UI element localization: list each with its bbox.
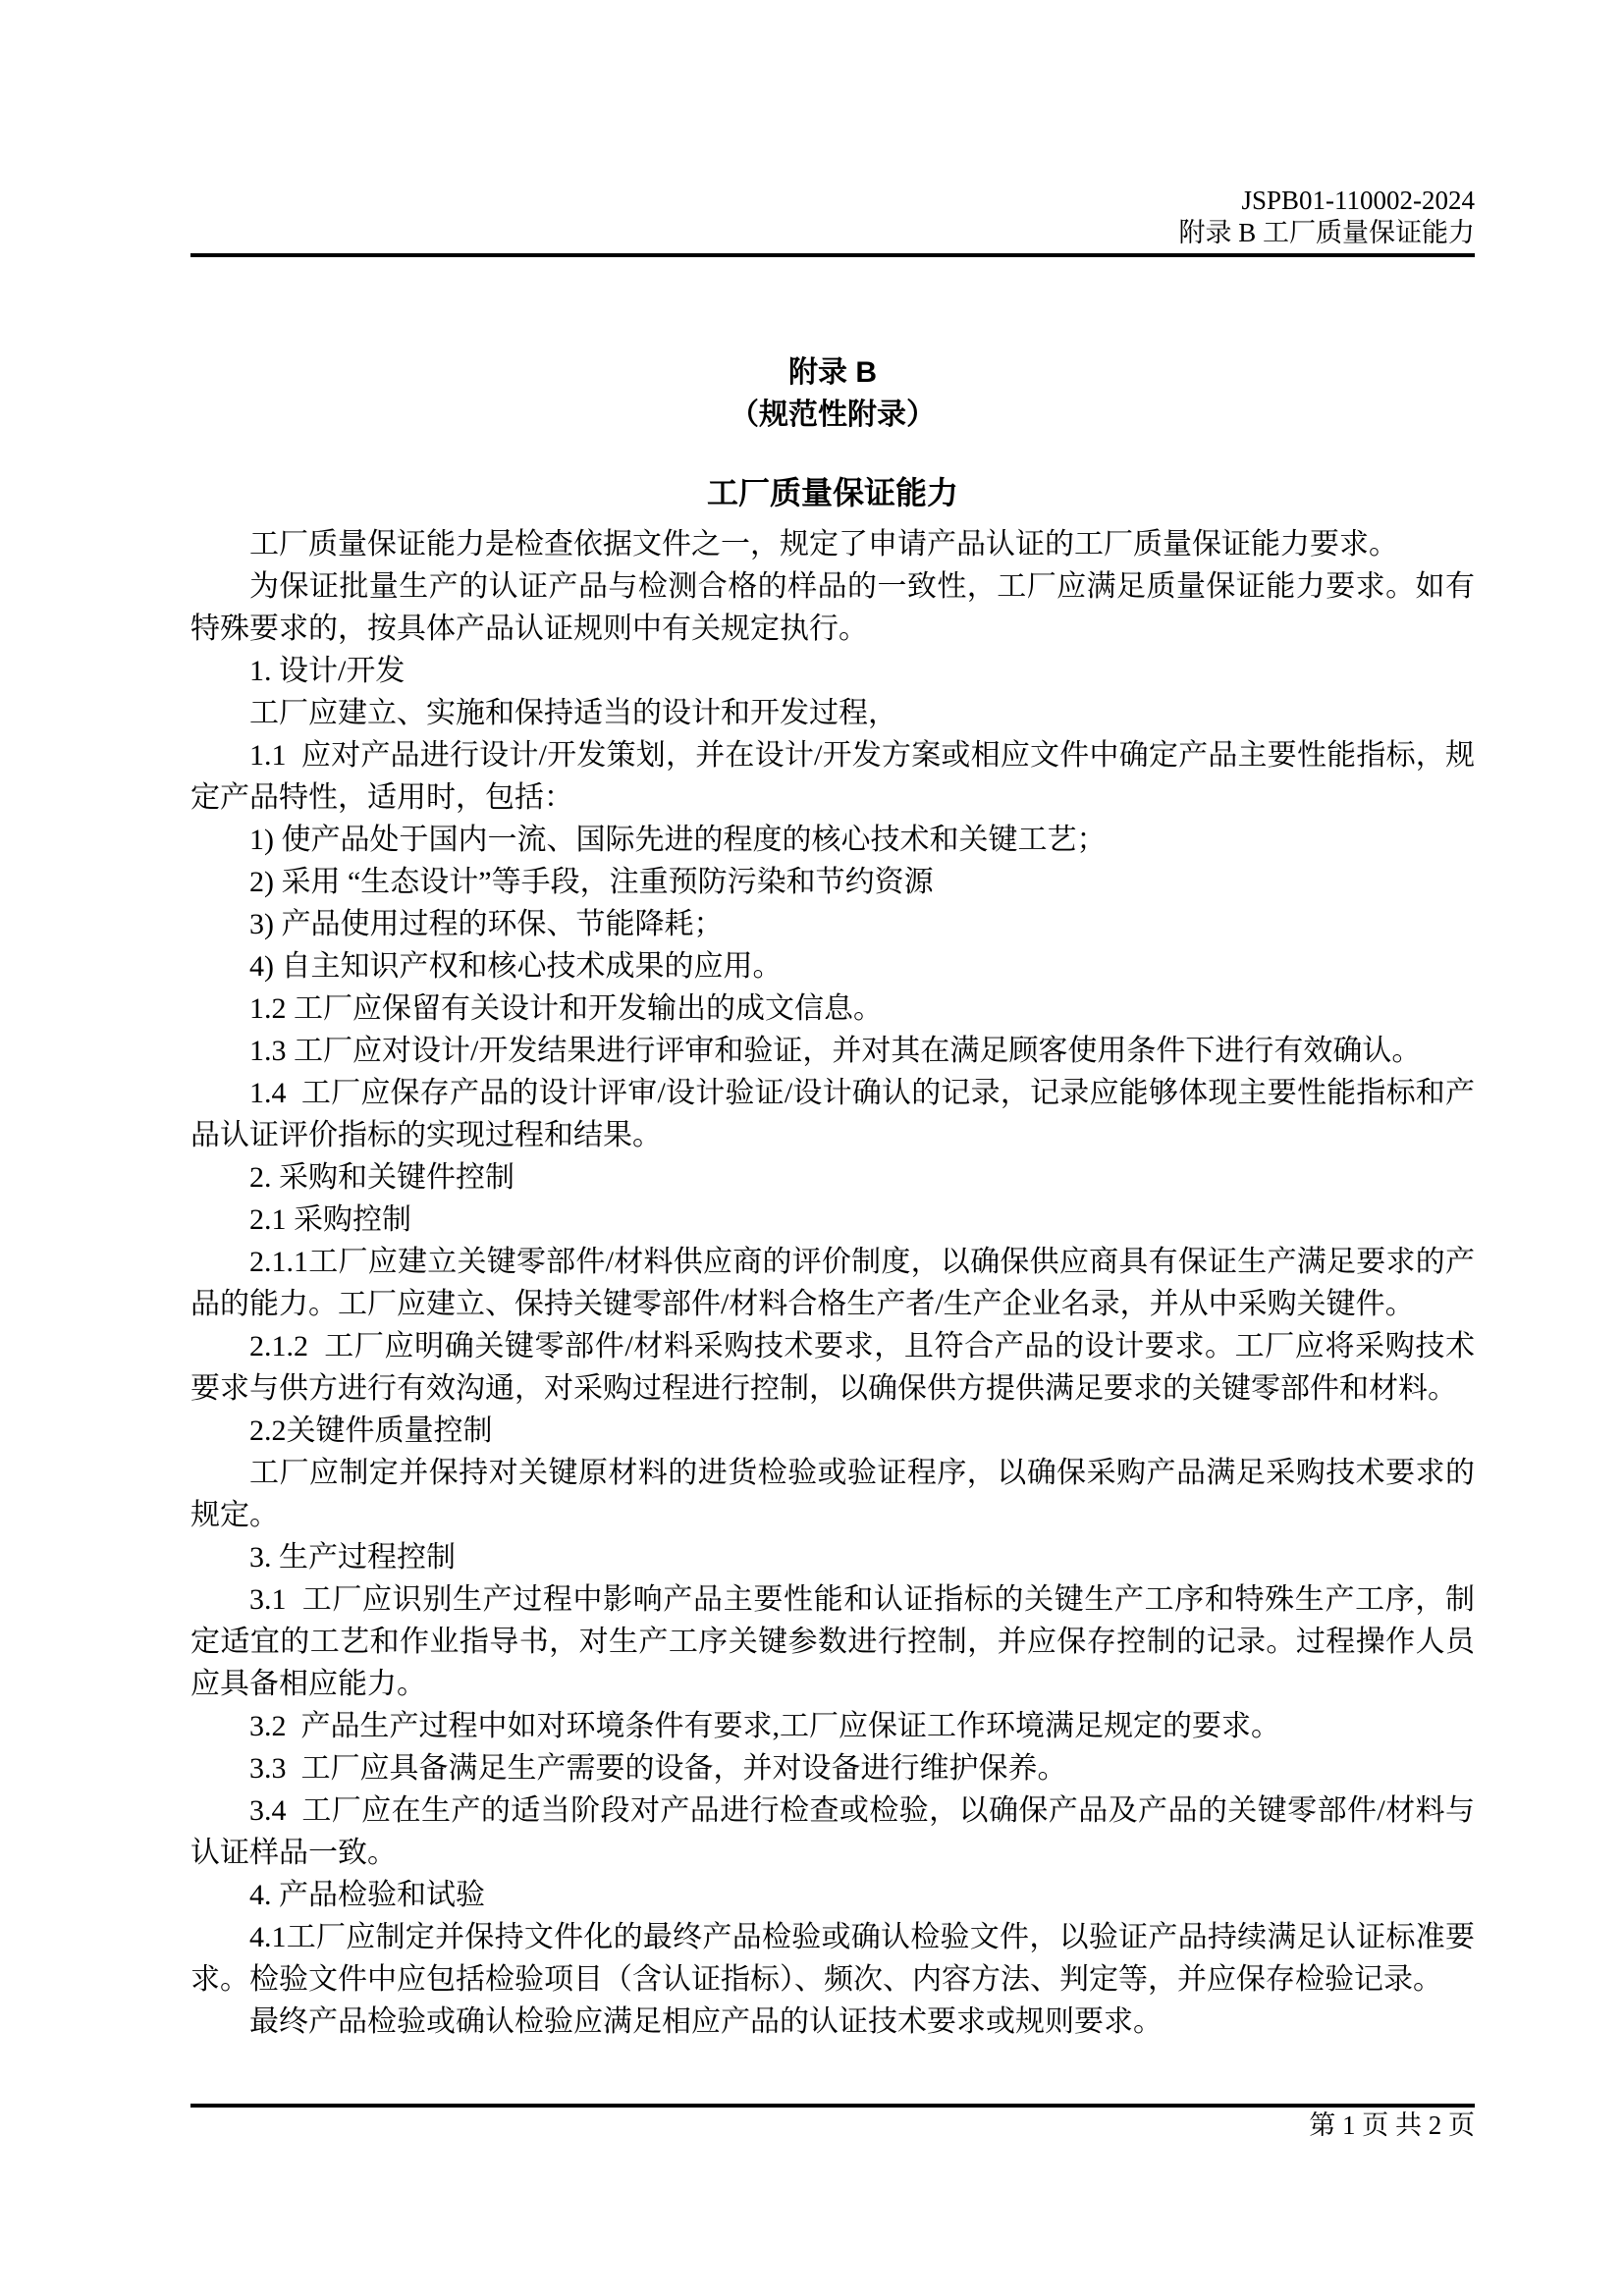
paragraph: 1.2 工厂应保留有关设计和开发输出的成文信息。: [249, 992, 883, 1025]
paragraph: 1) 使产品处于国内一流、国际先进的程度的核心技术和关键工艺；: [249, 824, 1107, 856]
section-heading: 工厂质量保证能力: [706, 475, 958, 510]
paragraph: 2.1 采购控制: [249, 1203, 411, 1236]
paragraph: 2.1.2 工厂应明确关键零部件/材料采购技术要求，且符合产品的设计要求。工厂应将采购技术要求与供方进行有效沟通，对采购过程进行控制，以确保供方提供满足要求的关键零部件和材料。: [190, 1330, 1475, 1405]
footer-rule: [190, 2104, 1475, 2108]
header-doc-title: 附录 B 工厂质量保证能力: [1178, 218, 1475, 247]
paragraph: 工厂应制定并保持对关键原材料的进货检验或验证程序，以确保采购产品满足采购技术要求的规定。: [190, 1457, 1475, 1531]
paragraph: 1.1 应对产品进行设计/开发策划，并在设计/开发方案或相应文件中确定产品主要性能指标，规定产品特性，适用时，包括：: [190, 739, 1475, 814]
page-header: [190, 185, 1475, 249]
header-doc-number: JSPB01-110002-2024: [1241, 186, 1475, 215]
title-block: [190, 351, 1475, 514]
appendix-type-label: （规范性附录）: [730, 399, 936, 431]
paragraph: 4) 自主知识产权和核心技术成果的应用。: [249, 950, 783, 983]
paragraph: 3. 生产过程控制: [249, 1541, 456, 1574]
paragraph: 3.4 工厂应在生产的适当阶段对产品进行检查或检验，以确保产品及产品的关键零部件/材料与认证样品一致。: [190, 1794, 1475, 1869]
appendix-label: 附录 B: [788, 356, 877, 389]
paragraph: 3.1 工厂应识别生产过程中影响产品主要性能和认证指标的关键生产工序和特殊生产工序，制定适宜的工艺和作业指导书，对生产工序关键参数进行控制，并应保存控制的记录。过程操作人员应具备相应能力。: [190, 1583, 1475, 1700]
paragraph: 3) 产品使用过程的环保、节能降耗；: [249, 908, 724, 940]
paragraph: 3.2 产品生产过程中如对环境条件有要求,工厂应保证工作环境满足规定的要求。: [249, 1710, 1280, 1742]
paragraph: 工厂质量保证能力是检查依据文件之一，规定了申请产品认证的工厂质量保证能力要求。: [249, 528, 1398, 561]
document-body: [190, 523, 1475, 2043]
paragraph: 2.1.1工厂应建立关键零部件/材料供应商的评价制度，以确保供应商具有保证生产满足要求的产品的能力。工厂应建立、保持关键零部件/材料合格生产者/生产企业名录，并从中采购关键件。: [190, 1246, 1475, 1320]
paragraph: 2) 采用 “生态设计”等手段，注重预防污染和节约资源: [249, 866, 934, 898]
paragraph: 4.1工厂应制定并保持文件化的最终产品检验或确认检验文件，以验证产品持续满足认证标准要求。检验文件中应包括检验项目（含认证指标）、频次、内容方法、判定等，并应保存检验记录。: [190, 1921, 1475, 1996]
paragraph: 最终产品检验或确认检验应满足相应产品的认证技术要求或规则要求。: [249, 2005, 1163, 2038]
paragraph: 2. 采购和关键件控制: [249, 1161, 514, 1194]
paragraph: 工厂应建立、实施和保持适当的设计和开发过程，: [249, 697, 897, 729]
paragraph: 为保证批量生产的认证产品与检测合格的样品的一致性，工厂应满足质量保证能力要求。如有特殊要求的，按具体产品认证规则中有关规定执行。: [190, 570, 1475, 645]
paragraph: 1.4 工厂应保存产品的设计评审/设计验证/设计确认的记录，记录应能够体现主要性能指标和产品认证评价指标的实现过程和结果。: [190, 1077, 1475, 1151]
paragraph: 4. 产品检验和试验: [249, 1879, 485, 1911]
paragraph: 2.2关键件质量控制: [249, 1415, 493, 1447]
document-content: [190, 257, 1475, 2043]
page-number: 第 1 页 共 2 页: [1309, 2110, 1475, 2140]
paragraph: 1. 设计/开发: [249, 655, 406, 687]
paragraph: 1.3 工厂应对设计/开发结果进行评审和验证，并对其在满足顾客使用条件下进行有效确认。: [249, 1035, 1422, 1067]
paragraph: 3.3 工厂应具备满足生产需要的设备，并对设备进行维护保养。: [249, 1752, 1067, 1785]
page-footer: [190, 2109, 1475, 2142]
